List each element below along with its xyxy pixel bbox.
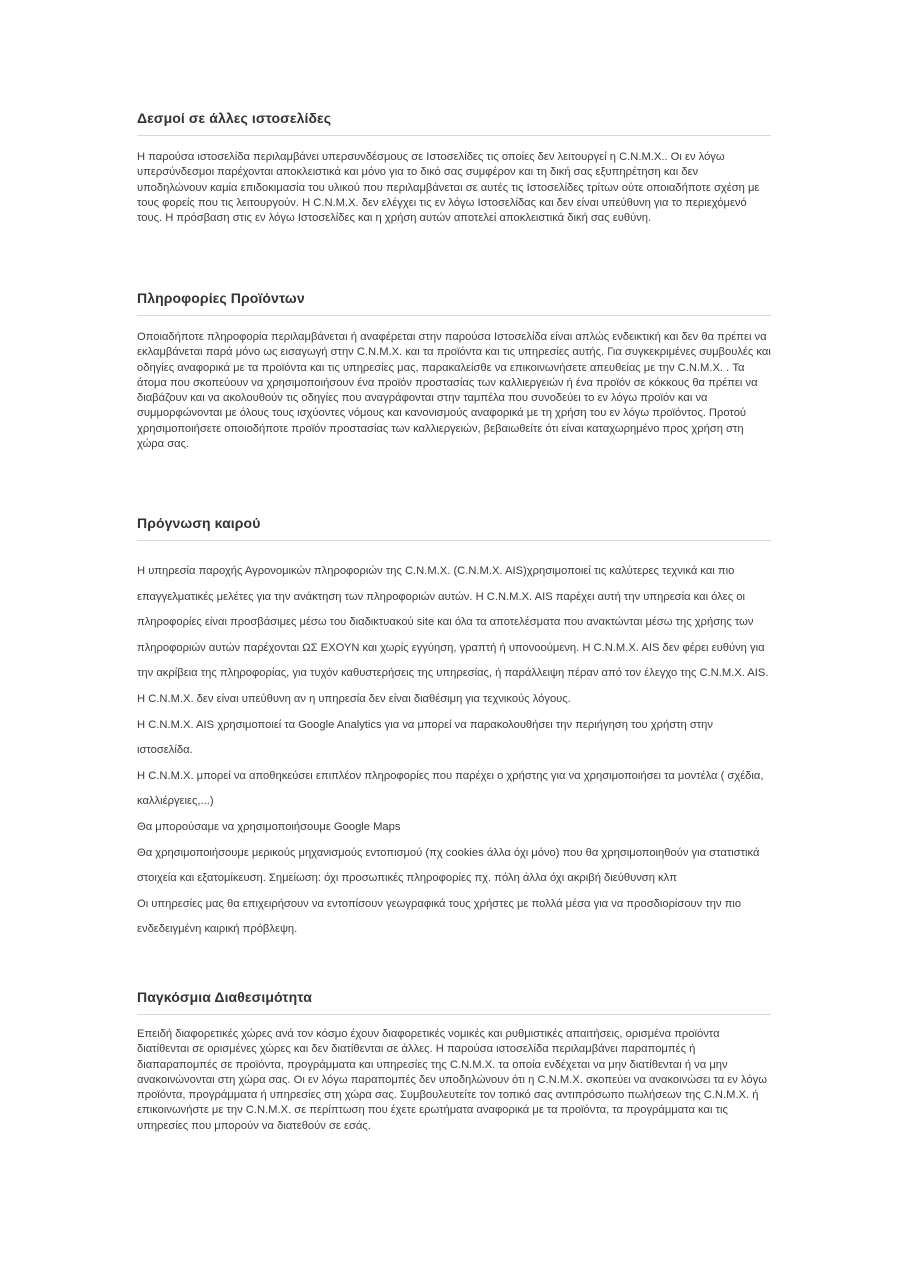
weather-paragraph: Οι υπηρεσίες μας θα επιχειρήσουν να εντοπίσουν γεωγραφικά τους χρήστες με πολλά μέσα για να προσδιορίσουν την πιο ενδεδειγμένη καιρική πρόβλεψη. [137,897,742,936]
section-heading-links: Δεσμοί σε άλλες ιστοσελίδες [137,110,771,136]
section-heading-availability: Παγκόσμια Διαθεσιμότητα [137,989,771,1015]
weather-paragraph: Η C.N.M.X. δεν είναι υπεύθυνη αν η υπηρεσία δεν είναι διαθέσιμη για τεχνικούς λόγους. [137,692,571,705]
weather-paragraph: Θα χρησιμοποιήσουμε μερικούς μηχανισμούς εντοπισμού (πχ cookies άλλα όχι μόνο) που θα χρησιμοποιηθούν για στατιστικά στοιχεία και εξατομίκευση. Σημείωση: όχι προσωπικές πληροφορίες πχ. πόλη άλλα όχι ακριβή διεύθυνση κλπ [137,846,760,885]
weather-paragraph: Η υπηρεσία παροχής Αγρονομικών πληροφοριών της C.N.M.X. (C.N.M.X. AIS)χρησιμοποιεί τις καλύτερες τεχνικά και πιο επαγγελματικές μελέτες για την ανάκτηση των πληροφοριών αυτών. Η C.N.M.X. AIS παρέχει αυτή την υπηρεσία και όλες οι πληροφορίες είναι προσβάσιμες μέσω του διαδικτυακού site και όλα τα αποτελέσματα που ανακτώνται μέσω της χρήσης των πληροφοριών αυτών παρέχονται ΩΣ ΕΧΟΥΝ και χωρίς εγγύηση, γραπτή ή υπονοούμενη. Η C.N.M.X. AIS δεν φέρει ευθύνη για την ακρίβεια της πληροφορίας, για τυχόν καθυστερήσεις της υπηρεσίας, ή παράλλειψη πέραν από τον έλεγχο της C.N.M.X. AIS. [137,565,769,680]
section-heading-weather: Πρόγνωση καιρού [137,515,771,541]
section-body-weather [137,559,771,943]
section-body-availability: Επειδή διαφορετικές χώρες ανά τον κόσμο έχουν διαφορετικές νομικές και ρυθμιστικές απαιτήσεις, ορισμένα προϊόντα διατίθενται σε ορισμένες χώρες και δεν διατίθενται σε άλλες. Η παρούσα ιστοσελίδα περιλαμβάνει παραπομπές ή διαπαραπομπές σε προϊόντα, προγράμματα και υπηρεσίες της C.N.M.X. τα οποία ενδέχεται να μην διατίθενται ή να μην ανακοινώνονται στη χώρα σας. Οι εν λόγω παραπομπές δεν υποδηλώνουν ότι η C.N.M.X. σκοπεύει να ανακοινώσει τα εν λόγω προϊόντα, προγράμματα ή υπηρεσίες στη χώρα σας. Συμβουλευτείτε τον τοπικό σας αντιπρόσωπο πωλήσεων της C.N.M.X. ή επικοινωνήστε με την C.N.M.X. σε περίπτωση που έχετε ερωτήματα αναφορικά με τα προϊόντα, τα προγράμματα και τις υπηρεσίες που μπορούν να διατεθούν σε εσάς. [137,1028,767,1132]
weather-paragraph: Θα μπορούσαμε να χρησιμοποιήσουμε Google Maps [137,820,401,833]
section-body-products: Οποιαδήποτε πληροφορία περιλαμβάνεται ή αναφέρεται στην παρούσα Ιστοσελίδα είναι απλώς ενδεικτική και δεν θα πρέπει να εκλαμβάνεται παρά μόνο ως εισαγωγή στην C.N.M.X. και τα προϊόντα και τις υπηρεσίες αυτής. Για συγκεκριμένες συμβουλές και οδηγίες αναφορικά με τα προϊόντα και τις υπηρεσίες μας, παρακαλείσθε να επικοινωνήσετε απευθείας με την C.N.M.X. . Τα άτομα που σκοπεύουν να χρησιμοποιήσουν ένα προϊόν προστασίας των καλλιεργειών ή ένα προϊόν σε κόκκους θα πρέπει να διαβάζουν και να ακολουθούν τις οδηγίες που αναγράφονται στην ταμπέλα που συνοδεύει το εν λόγω προϊόν και να συμμορφώνονται με όλους τους ισχύοντες νόμους και κανονισμούς αναφορικά με τη χρήση του εν λόγω προϊόντος. Προτού χρησιμοποιήσετε οποιοδήποτε προϊόν προστασίας των καλλιεργειών, βεβαιωθείτε ότι είναι καταχωρημένο προς χρήση στη χώρα σας. [137,331,771,451]
section-body-links: Η παρούσα ιστοσελίδα περιλαμβάνει υπερσυνδέσμους σε Ιστοσελίδες τις οποίες δεν λειτουργεί η C.N.M.X.. Οι εν λόγω υπερσύνδεσμοι παρέχονται αποκλειστικά και μόνο για το δικό σας συμφέρον και τη δική σας εξυπηρέτηση και δεν υποδηλώνουν καμία επιδοκιμασία του υλικού που περιλαμβάνεται σε αυτές τις Ιστοσελίδες τρίτων ούτε οποιαδήποτε σχέση με τους φορείς που τις λειτουργούν. Η C.N.M.X. δεν ελέγχει τις εν λόγω Ιστοσελίδας και δεν είναι υπεύθυνη για το περιεχόμενό τους. Η πρόσβαση στις εν λόγω Ιστοσελίδες και η χρήση αυτών αποτελεί αποκλειστικά δική σας ευθύνη. [137,151,760,225]
section-heading-products: Πληροφορίες Προϊόντων [137,290,771,316]
weather-paragraph: Η C.N.M.X. AIS χρησιμοποιεί τα Google Analytics για να μπορεί να παρακολουθήσει την περιήγηση του χρήστη στην ιστοσελίδα. [137,718,713,757]
weather-paragraph: Η C.N.M.X. μπορεί να αποθηκεύσει επιπλέον πληροφορίες που παρέχει ο χρήστης για να χρησιμοποιήσει τα μοντέλα ( σχέδια, καλλιέργειες,...) [137,769,764,808]
